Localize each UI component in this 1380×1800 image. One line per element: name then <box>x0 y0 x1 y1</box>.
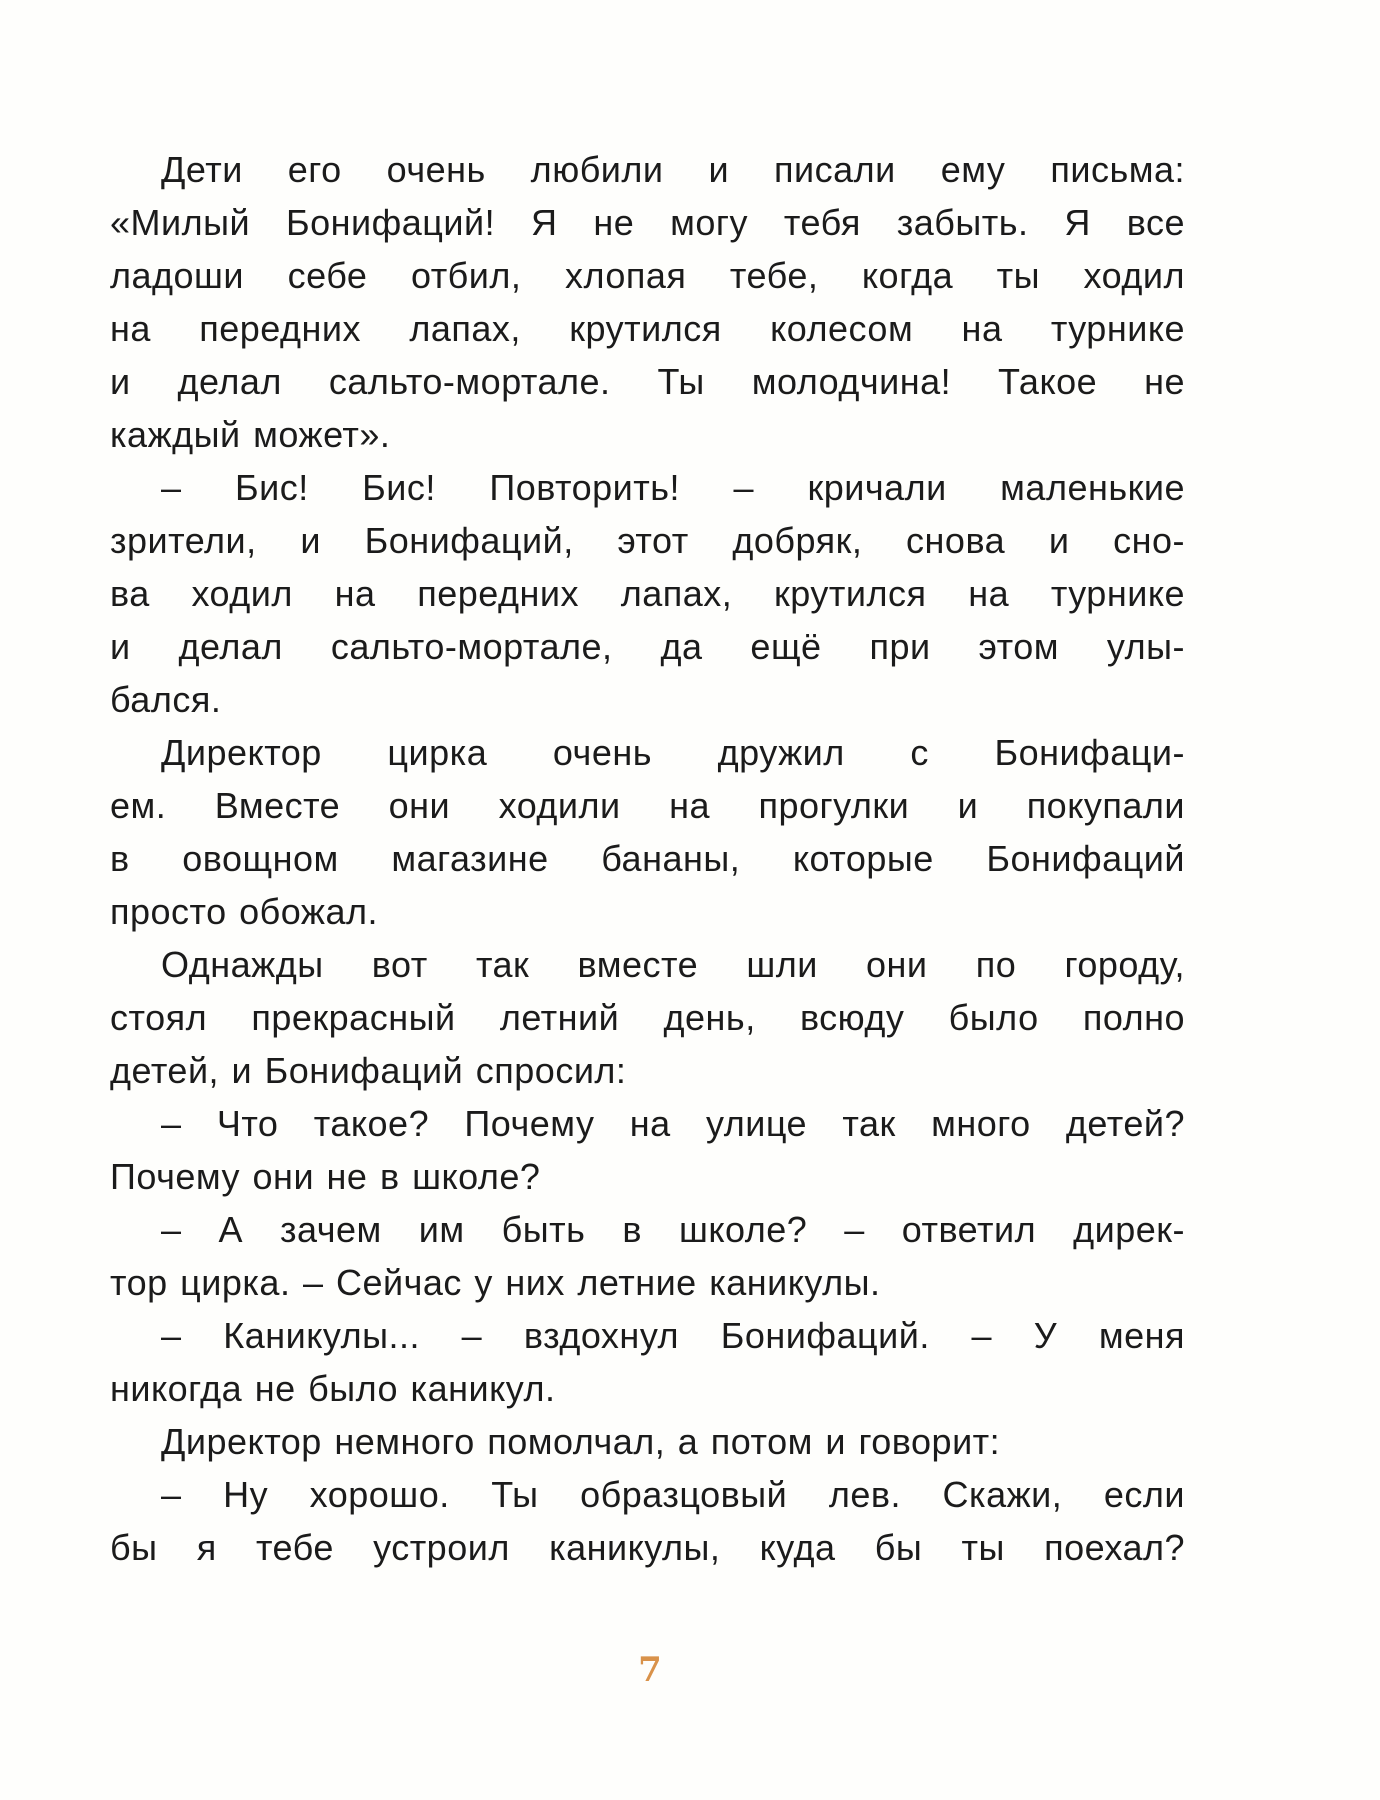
text-line: – Ну хорошо. Ты образцовый лев. Скажи, если <box>161 1474 1185 1515</box>
text-line: Дети его очень любили и писали ему письма: <box>161 149 1185 190</box>
text-line: на передних лапах, крутился колесом на турнике <box>110 308 1185 349</box>
page-number: 7 <box>638 1650 662 1690</box>
story-text <box>110 143 1185 1574</box>
text-line: ем. Вместе они ходили на прогулки и покупали <box>110 785 1185 826</box>
text-line: – Каникулы... – вздохнул Бонифаций. – У меня <box>161 1315 1185 1356</box>
text-line: Директор цирка очень дружил с Бонифаци- <box>161 732 1185 773</box>
text-line: в овощном магазине бананы, которые Бонифаций <box>110 838 1185 879</box>
text-line: просто обожал. <box>110 891 379 932</box>
text-line: ва ходил на передних лапах, крутился на турнике <box>110 573 1185 614</box>
text-line: бался. <box>110 679 222 720</box>
text-line: детей, и Бонифаций спросил: <box>110 1050 627 1091</box>
text-line: зрители, и Бонифаций, этот добряк, снова и сно- <box>110 520 1185 561</box>
text-line: никогда не было каникул. <box>110 1368 556 1409</box>
text-line: «Милый Бонифаций! Я не могу тебя забыть. Я все <box>110 202 1185 243</box>
text-line: – Бис! Бис! Повторить! – кричали маленькие <box>161 467 1185 508</box>
text-line: и делал сальто-мортале. Ты молодчина! Такое не <box>110 361 1185 402</box>
text-line: – Что такое? Почему на улице так много детей? <box>161 1103 1185 1144</box>
text-line: Почему они не в школе? <box>110 1156 541 1197</box>
text-line: Однажды вот так вместе шли они по городу, <box>161 944 1185 985</box>
text-line: ладоши себе отбил, хлопая тебе, когда ты ходил <box>110 255 1185 296</box>
text-line: и делал сальто-мортале, да ещё при этом улы- <box>110 626 1185 667</box>
text-line: – А зачем им быть в школе? – ответил дирек- <box>161 1209 1185 1250</box>
text-line: Директор немного помолчал, а потом и говорит: <box>161 1421 1001 1462</box>
text-line: каждый может». <box>110 414 391 455</box>
text-line: тор цирка. – Сейчас у них летние каникулы. <box>110 1262 881 1303</box>
text-line: стоял прекрасный летний день, всюду было полно <box>110 997 1185 1038</box>
text-line: бы я тебе устроил каникулы, куда бы ты поехал? <box>110 1527 1185 1568</box>
